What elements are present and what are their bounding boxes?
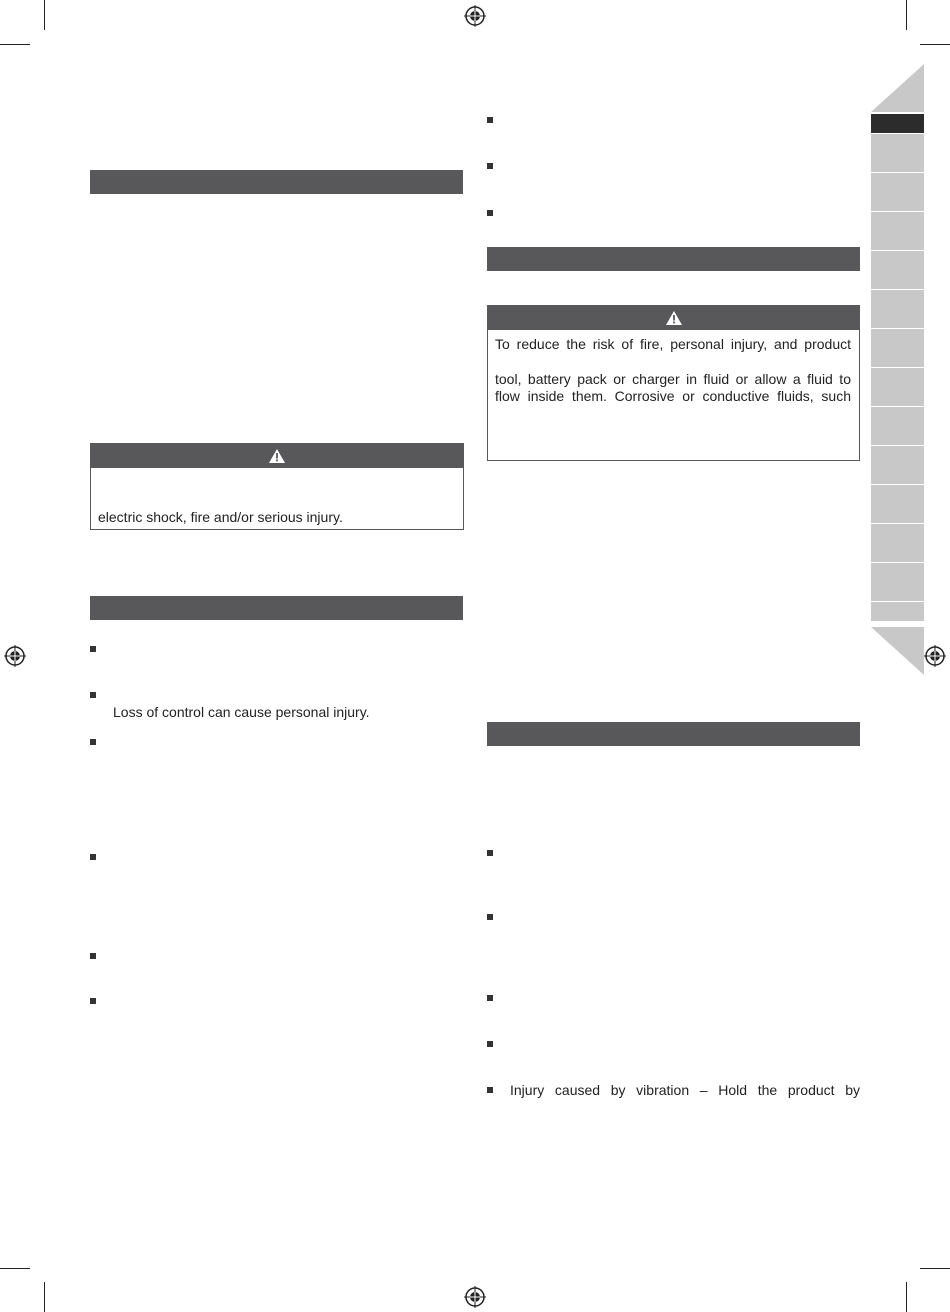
bullet-text: Injury caused by vibration – Hold the product by — [510, 1082, 860, 1098]
square-bullet-icon — [487, 995, 493, 1001]
square-bullet-icon — [90, 953, 96, 959]
square-bullet-icon — [487, 1087, 493, 1093]
warning-triangle-icon — [665, 310, 683, 326]
corner-triangle-bottom — [871, 627, 925, 677]
language-tab — [871, 270, 924, 289]
crop-mark-bottom-right-v — [906, 1282, 907, 1312]
language-tab — [871, 329, 924, 348]
language-tab — [871, 524, 924, 543]
section-heading-bar — [487, 722, 860, 746]
language-tab — [871, 543, 924, 562]
warning-text-line: tool, battery pack or charger in fluid or allow a fluid to — [495, 371, 851, 387]
square-bullet-icon — [90, 646, 96, 652]
language-tab — [871, 582, 924, 601]
square-bullet-icon — [90, 692, 96, 698]
warning-box — [487, 305, 860, 461]
corner-triangle-top — [871, 64, 925, 114]
crop-mark-top-right-h — [920, 44, 950, 45]
square-bullet-icon — [487, 914, 493, 920]
warning-text-line: flow inside them. Corrosive or conductive fluids, such — [495, 388, 851, 404]
warning-box — [90, 443, 464, 530]
language-tab — [871, 212, 924, 231]
language-tab — [871, 485, 924, 504]
section-heading-bar — [487, 247, 860, 271]
language-tab — [871, 426, 924, 445]
language-tab — [871, 153, 924, 172]
crop-mark-top-right-v — [906, 0, 907, 30]
language-tab — [871, 173, 924, 192]
square-bullet-icon — [90, 739, 96, 745]
crop-mark-bottom-left-v — [44, 1282, 45, 1312]
language-tab — [871, 387, 924, 406]
registration-mark-icon — [464, 5, 486, 27]
language-tab — [871, 192, 924, 211]
warning-text-line: electric shock, fire and/or serious injury. — [98, 509, 343, 525]
section-heading-bar — [90, 596, 463, 620]
square-bullet-icon — [487, 850, 493, 856]
language-tab — [871, 348, 924, 367]
crop-mark-bottom-left-h — [0, 1268, 30, 1269]
warning-box-header — [488, 306, 859, 330]
language-tab — [871, 114, 924, 133]
language-tab — [871, 231, 924, 250]
square-bullet-icon — [487, 1041, 493, 1047]
registration-mark-icon — [4, 645, 26, 667]
language-tab — [871, 602, 924, 621]
language-tab — [871, 290, 924, 309]
language-tab — [871, 134, 924, 153]
warning-box-header — [91, 444, 463, 468]
bullet-continuation-text: Loss of control can cause personal injury. — [113, 704, 370, 720]
language-tab — [871, 504, 924, 523]
crop-mark-bottom-right-h — [920, 1268, 950, 1269]
language-tab — [871, 446, 924, 465]
registration-mark-icon — [464, 1286, 486, 1308]
language-tab — [871, 563, 924, 582]
language-tab — [871, 465, 924, 484]
warning-triangle-icon — [268, 448, 286, 464]
language-tab — [871, 368, 924, 387]
square-bullet-icon — [487, 210, 493, 216]
crop-mark-top-left-v — [44, 0, 45, 30]
crop-mark-top-left-h — [0, 44, 30, 45]
square-bullet-icon — [487, 163, 493, 169]
language-tab — [871, 407, 924, 426]
warning-text-line: To reduce the risk of fire, personal injury, and product — [495, 336, 851, 352]
section-heading-bar — [90, 170, 463, 194]
square-bullet-icon — [90, 854, 96, 860]
square-bullet-icon — [487, 117, 493, 123]
language-tab — [871, 251, 924, 270]
square-bullet-icon — [90, 998, 96, 1004]
registration-mark-icon — [924, 645, 946, 667]
language-tab — [871, 309, 924, 328]
